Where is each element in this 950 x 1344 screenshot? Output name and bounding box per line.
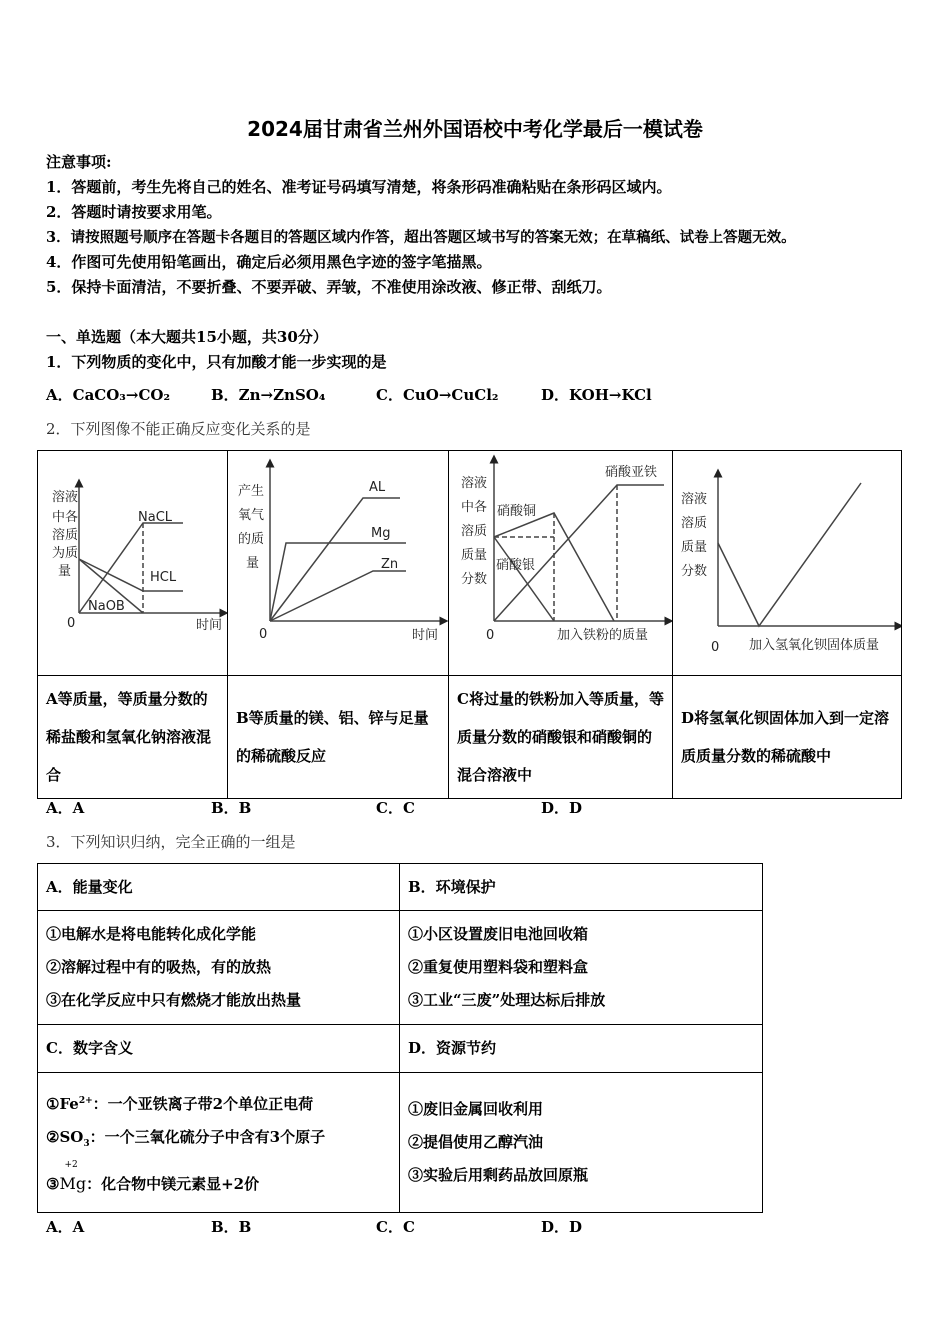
caption-c: C将过量的铁粉加入等质量，等质量分数的硝酸银和硝酸铜的混合溶液中 [449,676,673,799]
origin-label: 0 [486,628,495,643]
x-label: 加入氢氧化钡固体质量 [749,638,880,653]
section-heading: 一、单选题（本大题共15小题，共30分） [46,328,328,346]
q2-stem: 2．下列图像不能正确反应变化关系的是 [46,420,311,438]
caption-a: A等质量，等质量分数的稀盐酸和氢氧化钠溶液混合 [38,676,228,799]
y-label: 溶液 [681,492,708,507]
y-label: 中各 [461,500,488,515]
note-item: 4．作图可先使用铅笔画出，确定后必须用黑色字迹的签字笔描黑。 [46,253,492,271]
q3-stem: 3．下列知识归纳，完全正确的一组是 [46,833,296,851]
group-c-items [38,1073,400,1213]
y-label: 溶质 [681,516,708,531]
list-item: ①废旧金属回收利用 [408,1100,544,1118]
graph-d [673,451,902,676]
x-label: 时间 [412,628,439,643]
x-label: 加入铁粉的质量 [557,628,649,643]
q3-option-a[interactable]: A．A [46,1218,85,1236]
group-b-head: B．环境保护 [400,864,763,911]
note-item: 1．答题前，考生先将自己的姓名、准考证号码填写清楚，将条形码准确粘贴在条形码区域内。 [46,178,672,196]
list-item: $①Fe^{2+}$：一个亚铁离子带2个单位正电荷 [46,1094,314,1113]
series-label: NaOB [88,599,125,614]
list-item: ③ +2 Mg：化合物中镁元素显+2价 [46,1159,260,1193]
page-title: 2024届甘肃省兰州外国语校中考化学最后一模试卷 [247,117,703,141]
list-item: ③工业“三废”处理达标后排放 [408,991,606,1009]
series-label: NaCL [138,510,173,525]
series-label: HCL [150,570,177,585]
caption-d: D将氢氧化钡固体加入到一定溶质质量分数的稀硫酸中 [673,676,902,799]
list-item: ②溶解过程中有的吸热，有的放热 [46,958,272,976]
q2-option-a[interactable]: A．A [46,799,85,817]
list-item: $②SO_3$：一个三氧化硫分子中含有3个原子 [46,1127,326,1149]
group-b-items [400,911,763,1025]
q1-option-a[interactable]: A．CaCO₃→CO₂ [46,386,171,404]
silver-nitrate-line [494,537,554,621]
q3-option-c[interactable]: C．C [376,1218,415,1236]
group-a-head: A．能量变化 [38,864,400,911]
note-item: 2．答题时请按要求用笔。 [46,203,222,221]
y-label: 溶液 [52,490,79,505]
q2-option-b[interactable]: B．B [211,799,252,817]
graph-c [449,451,673,676]
q1-option-d[interactable]: D．KOH→KCl [541,386,652,404]
y-label: 的质 [238,532,265,547]
series-label: 硝酸银 [496,558,536,573]
mass-fraction-line [718,483,861,626]
q2-figure-table [37,450,902,799]
y-label: 量 [246,556,260,571]
group-c-head: C．数字含义 [38,1025,400,1073]
note-item: 5．保持卡面清洁，不要折叠、不要弄破、弄皱，不准使用涂改液、修正带、刮纸刀。 [46,278,612,296]
zn-line [270,571,406,621]
note-item: 3．请按照题号顺序在答题卡各题目的答题区域内作答，超出答题区域书写的答案无效；在草稿纸、试卷上答题无效。 [46,229,796,246]
y-label: 分数 [681,564,708,579]
q1-option-c[interactable]: C．CuO→CuCl₂ [376,386,499,404]
list-item: ①小区设置废旧电池回收箱 [408,925,589,943]
q2-option-c[interactable]: C．C [376,799,415,817]
y-label: 溶质 [52,528,79,543]
y-label: 氧气 [238,508,265,523]
q3-table [37,863,763,1213]
group-d-head: D．资源节约 [400,1025,763,1073]
group-d-items [400,1073,763,1213]
origin-label: 0 [259,627,268,642]
graph-c-svg [449,451,672,671]
list-item: ③在化学反应中只有燃烧才能放出热量 [46,991,302,1009]
list-item: ③实验后用剩药品放回原瓶 [408,1166,589,1184]
group-a-items [38,911,400,1025]
y-label: 质量 [681,540,708,555]
y-label: 产生 [238,484,265,499]
y-label: 分数 [461,572,488,587]
q3-option-b[interactable]: B．B [211,1218,252,1236]
x-label: 时间 [196,618,223,633]
series-label: Zn [381,557,399,572]
y-label: 量 [58,564,72,579]
list-item: ②重复使用塑料袋和塑料盒 [408,958,589,976]
caption-b: B等质量的镁、铝、锌与足量的稀硫酸反应 [228,676,449,799]
list-item: ①电解水是将电能转化成化学能 [46,925,257,943]
graph-a [38,451,228,676]
graph-d-svg [673,451,901,671]
origin-label: 0 [67,616,76,631]
q2-option-d[interactable]: D．D [541,799,583,817]
q1-option-b[interactable]: B．Zn→ZnSO₄ [211,386,326,404]
q3-option-d[interactable]: D．D [541,1218,583,1236]
origin-label: 0 [711,640,720,655]
y-label: 为质 [52,546,79,561]
y-label: 溶液 [461,476,488,491]
notes-heading: 注意事项: [46,153,112,171]
series-label: Mg [371,526,391,541]
graph-b [228,451,449,676]
q1-stem: 1．下列物质的变化中，只有加酸才能一步实现的是 [46,353,387,371]
mg-line [270,543,406,621]
graph-a-svg [38,451,227,671]
series-label: 硝酸铜 [497,504,537,519]
series-label: AL [369,480,386,495]
y-label: 中各 [52,510,79,525]
graph-b-svg [228,451,448,671]
list-item: ②提倡使用乙醇汽油 [408,1133,544,1151]
y-label: 质量 [461,548,488,563]
y-label: 溶质 [461,524,488,539]
series-label: 硝酸亚铁 [605,465,658,480]
